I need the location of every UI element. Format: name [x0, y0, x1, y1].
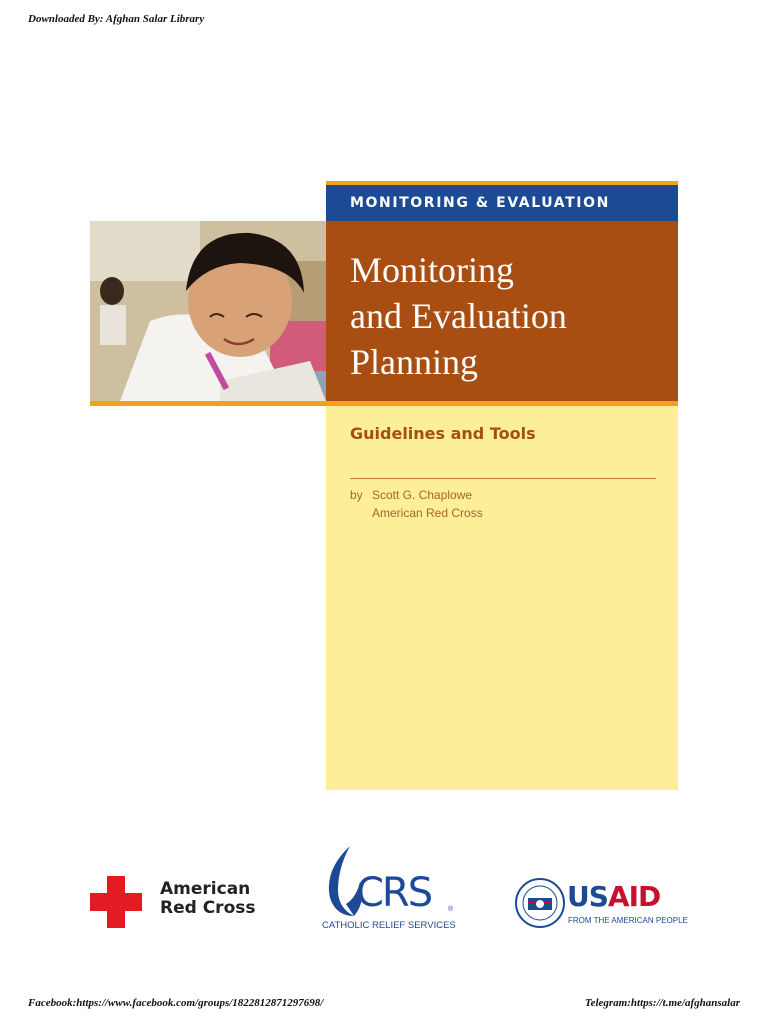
red-cross-wordmark — [160, 880, 255, 918]
crs-subtitle: CATHOLIC RELIEF SERVICES — [322, 920, 456, 931]
byline-prefix: by — [350, 488, 363, 502]
download-note: Downloaded By: Afghan Salar Library — [28, 13, 205, 25]
usaid-aid: AID — [607, 880, 661, 913]
cover-title — [350, 247, 567, 385]
cover-subtitle: Guidelines and Tools — [350, 424, 536, 443]
red-cross-line-1: American — [160, 879, 251, 899]
title-line-1: Monitoring — [350, 250, 515, 290]
author-name: Scott G. Chaplowe — [372, 488, 473, 502]
facebook-link-text: Facebook:https://www.facebook.com/groups/1822812871297698/ — [28, 997, 324, 1009]
usaid-tagline: FROM THE AMERICAN PEOPLE — [568, 916, 688, 925]
subtitle-panel — [326, 406, 678, 790]
red-cross-icon — [90, 876, 142, 928]
usaid-logo — [515, 878, 688, 932]
telegram-link-text: Telegram:https://t.me/afghansalar — [584, 997, 740, 1009]
byline — [350, 486, 483, 522]
title-line-3: Planning — [350, 342, 479, 382]
series-band: MONITORING & EVALUATION — [326, 185, 678, 221]
crs-registered-mark: ® — [448, 906, 454, 913]
crs-logo — [320, 842, 460, 934]
usaid-wordmark — [567, 880, 660, 913]
author-organization: American Red Cross — [372, 506, 483, 520]
usaid-us: US — [567, 880, 608, 913]
cover-photo-illustration — [90, 221, 326, 401]
american-red-cross-logo — [90, 876, 260, 932]
title-line-2: and Evaluation — [350, 296, 567, 336]
cover-photo-child-writing — [90, 221, 326, 401]
red-cross-line-2: Red Cross — [160, 898, 256, 918]
crs-letters: CRS — [356, 870, 432, 916]
usaid-seal-icon — [515, 878, 565, 928]
byline-divider — [350, 478, 656, 479]
title-block — [326, 221, 678, 401]
